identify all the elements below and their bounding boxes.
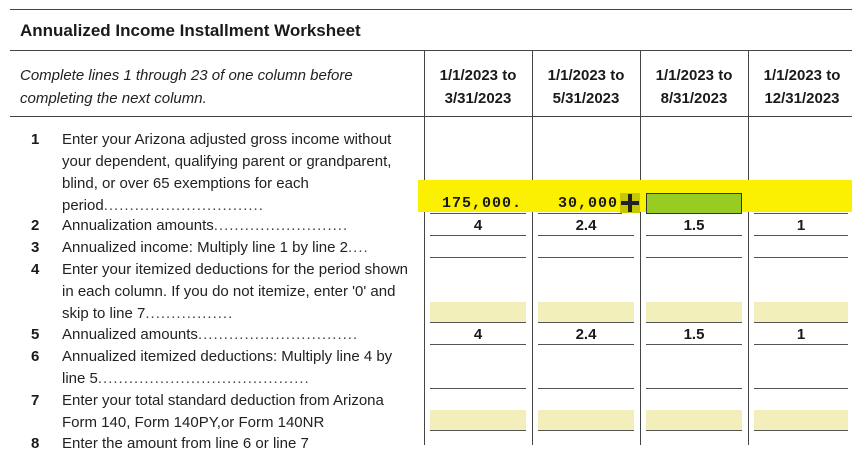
line-4-q3-input[interactable]: [646, 302, 742, 323]
line-7-q4-input[interactable]: [754, 410, 848, 431]
line-6-q3-value: [646, 368, 742, 389]
line-5-q3-value: 1.5: [646, 324, 742, 345]
column-header-q2: 1/1/2023 to 5/31/2023: [547, 67, 625, 107]
column-header-q3: 1/1/2023 to 8/31/2023: [655, 67, 733, 107]
line-number: 2: [31, 217, 40, 234]
line-4-q1-input[interactable]: [430, 302, 526, 323]
line-7-text: Enter your total standard deduction from Arizona Form 140, Form 140PY,or Form 140NR: [62, 392, 384, 431]
header-bottom-rule: [10, 116, 852, 117]
line-6-text: Annualized itemized deductions: Multiply line 4 by line 5.........................................: [62, 348, 393, 387]
column-divider: [748, 50, 749, 445]
column-header-q4: 1/1/2023 to 12/31/2023: [763, 67, 841, 107]
line-5-q2-value: 2.4: [538, 324, 634, 345]
line-4-q2-input[interactable]: [538, 302, 634, 323]
line-1-text: Enter your Arizona adjusted gross income without your dependent, qualifying parent or grandparent, blind, or over 65 exemptions for each period...............................: [62, 131, 392, 214]
line-6-q2-value: [538, 368, 634, 389]
line-5-q1-value: 4: [430, 324, 526, 345]
line-7-q3-input[interactable]: [646, 410, 742, 431]
line-3-q1-value: [430, 237, 526, 258]
line-8-text: Enter the amount from line 6 or line 7: [62, 435, 309, 452]
line-number: 6: [31, 348, 40, 365]
line-5-text: Annualized amounts...............................: [62, 326, 359, 343]
column-divider: [532, 50, 533, 445]
line-3-q2-value: [538, 237, 634, 258]
line-1-q4-input[interactable]: [754, 193, 848, 214]
instructions: Complete lines 1 through 23 of one column before completing the next column.: [20, 67, 353, 107]
worksheet-title: Annualized Income Installment Worksheet: [20, 21, 361, 40]
column-divider: [640, 50, 641, 445]
line-2-text: Annualization amounts..........................: [62, 217, 349, 234]
line-2-q2-value: 2.4: [538, 215, 634, 236]
line-number: 5: [31, 326, 40, 343]
move-cursor-icon: [620, 193, 640, 213]
header-rule: [10, 50, 852, 51]
line-7-q2-input[interactable]: [538, 410, 634, 431]
line-6-q1-value: [430, 368, 526, 389]
line-2-q3-value: 1.5: [646, 215, 742, 236]
top-rule: [10, 9, 852, 10]
line-number: 8: [31, 435, 40, 452]
line-4-q4-input[interactable]: [754, 302, 848, 323]
line-6-q4-value: [754, 368, 848, 389]
line-3-q4-value: [754, 237, 848, 258]
line-1-q2-input[interactable]: 30,000: [538, 193, 622, 214]
line-2-q1-value: 4: [430, 215, 526, 236]
line-1-q1-input[interactable]: 175,000.: [430, 193, 526, 214]
column-divider: [424, 50, 425, 445]
line-2-q4-value: 1: [754, 215, 848, 236]
line-1-q3-input[interactable]: [646, 193, 742, 214]
line-number: 3: [31, 239, 40, 256]
line-5-q4-value: 1: [754, 324, 848, 345]
line-number: 1: [31, 131, 40, 148]
line-number: 7: [31, 392, 40, 409]
line-3-text: Annualized income: Multiply line 1 by line 2....: [62, 239, 369, 256]
line-3-q3-value: [646, 237, 742, 258]
line-number: 4: [31, 261, 40, 278]
line-4-text: Enter your itemized deductions for the period shown in each column. If you do not itemize, enter '0' and skip to line 7.................: [62, 261, 409, 322]
line-7-q1-input[interactable]: [430, 410, 526, 431]
column-header-q1: 1/1/2023 to 3/31/2023: [439, 67, 517, 107]
